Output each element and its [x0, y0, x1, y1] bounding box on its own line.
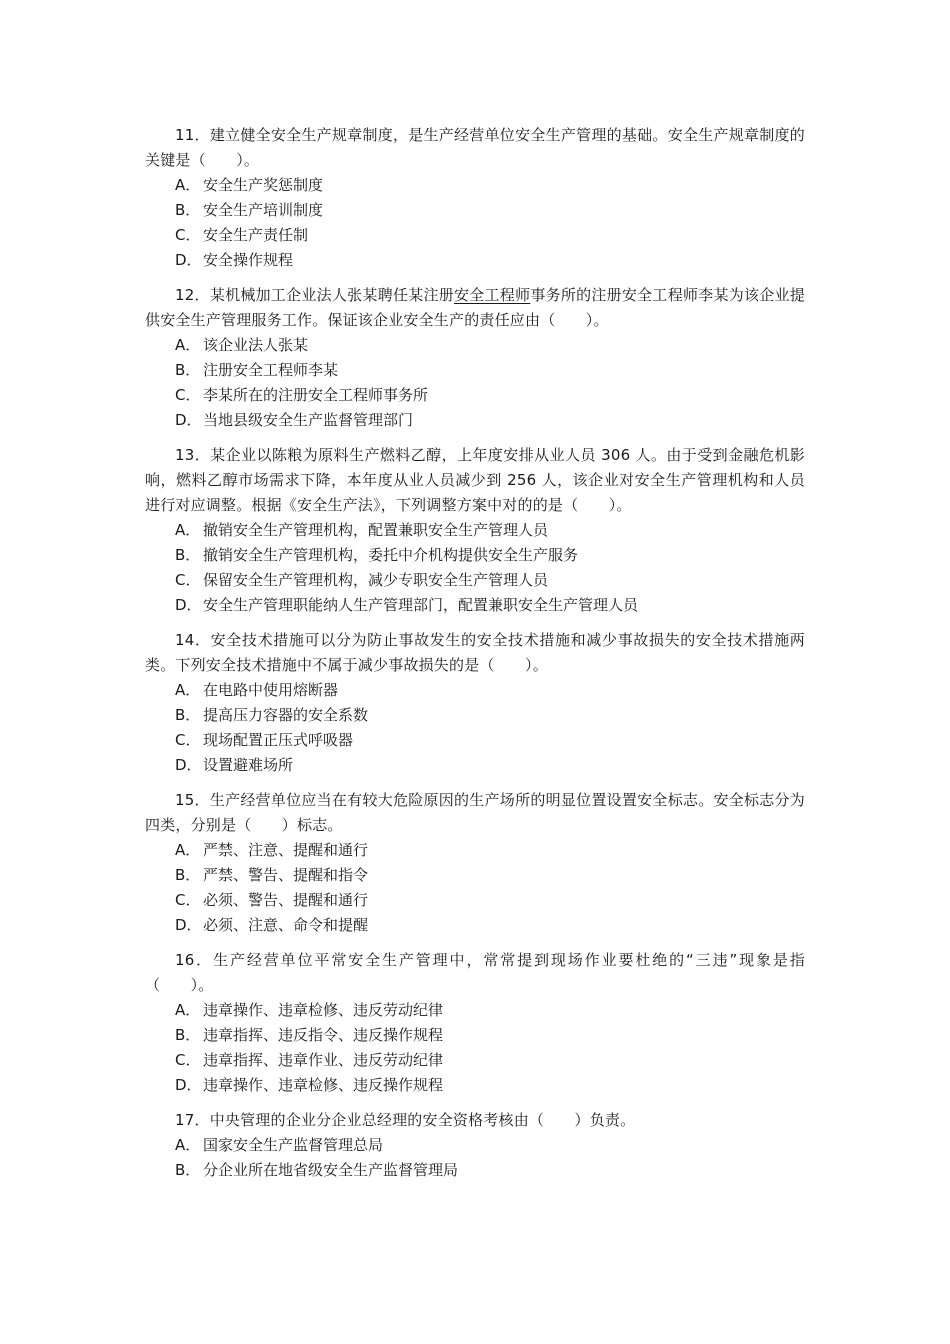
option-text: 违章操作、违章检修、违反劳动纪律 — [203, 1001, 444, 1019]
question-text: 生产经营单位应当在有较大危险原因的生产场所的明显位置设置安全标志。安全标志分为四类，分别是（ ）标志。 — [145, 791, 805, 834]
option-letter: B． — [175, 866, 201, 884]
option-letter: D． — [175, 411, 202, 429]
option-a — [145, 173, 805, 198]
option-c — [145, 728, 805, 753]
option-text: 安全操作规程 — [203, 251, 294, 269]
question-15 — [145, 788, 805, 938]
option-text: 严禁、警告、提醒和指令 — [203, 866, 369, 884]
option-d — [145, 248, 805, 273]
option-c — [145, 1048, 805, 1073]
option-a — [145, 518, 805, 543]
option-b — [145, 358, 805, 383]
option-letter: A． — [175, 521, 201, 539]
option-list — [145, 1133, 805, 1183]
question-text: 中央管理的企业分企业总经理的安全资格考核由（ ）负责。 — [209, 1111, 636, 1129]
question-text-before-link: 某机械加工企业法人张某聘任某注册 — [209, 286, 455, 304]
question-stem — [145, 788, 805, 838]
option-b — [145, 863, 805, 888]
option-d — [145, 593, 805, 618]
option-letter: C． — [175, 571, 201, 589]
option-letter: D． — [175, 756, 202, 774]
option-text: 国家安全生产监督管理总局 — [203, 1136, 384, 1154]
option-c — [145, 568, 805, 593]
option-b — [145, 543, 805, 568]
question-text: 建立健全安全生产规章制度，是生产经营单位安全生产管理的基础。安全生产规章制度的关键是（ ）。 — [145, 126, 805, 169]
question-number: 12． — [175, 286, 210, 304]
option-list — [145, 998, 805, 1098]
option-text: 现场配置正压式呼吸器 — [203, 731, 354, 749]
question-stem — [145, 1108, 805, 1133]
option-a — [145, 333, 805, 358]
question-number: 16． — [175, 951, 214, 969]
option-letter: A． — [175, 1001, 201, 1019]
option-text: 安全生产奖惩制度 — [203, 176, 324, 194]
question-text: 安全技术措施可以分为防止事故发生的安全技术措施和减少事故损失的安全技术措施两类。下列安全技术措施中不属于减少事故损失的是（ ）。 — [145, 631, 806, 674]
option-list — [145, 678, 805, 778]
option-b — [145, 703, 805, 728]
option-letter: D． — [175, 251, 202, 269]
option-letter: A． — [175, 1136, 201, 1154]
option-a — [145, 838, 805, 863]
question-number: 11． — [175, 126, 210, 144]
question-13 — [145, 443, 805, 618]
question-stem — [145, 443, 805, 518]
question-16 — [145, 948, 805, 1098]
option-b — [145, 1023, 805, 1048]
option-letter: A． — [175, 176, 201, 194]
option-letter: D． — [175, 596, 202, 614]
question-11 — [145, 123, 805, 273]
option-letter: A． — [175, 841, 201, 859]
question-17 — [145, 1108, 805, 1183]
option-list — [145, 518, 805, 618]
question-12 — [145, 283, 805, 433]
question-number: 14． — [175, 631, 211, 649]
option-letter: D． — [175, 1076, 202, 1094]
option-a — [145, 998, 805, 1023]
question-number: 13． — [175, 446, 211, 464]
option-list — [145, 838, 805, 938]
option-d — [145, 913, 805, 938]
option-text: 撤销安全生产管理机构，委托中介机构提供安全生产服务 — [203, 546, 579, 564]
question-text: 某企业以陈粮为原料生产燃料乙醇，上年度安排从业人员 306 人。由于受到金融危机影响，燃料乙醇市场需求下降，本年度从业人员减少到 256 人，该企业对安全生产管理机构和人员进行对应调整。根据《安全生产法》，下列调整方案中对的的是（ ）。 — [145, 446, 806, 514]
option-letter: B． — [175, 1026, 201, 1044]
option-b — [145, 1158, 805, 1183]
option-text: 保留安全生产管理机构，减少专职安全生产管理人员 — [203, 571, 549, 589]
option-a — [145, 678, 805, 703]
option-text: 违章操作、违章检修、违反操作规程 — [203, 1076, 444, 1094]
option-letter: C． — [175, 226, 201, 244]
option-text: 当地县级安全生产监督管理部门 — [203, 411, 414, 429]
option-letter: C． — [175, 386, 201, 404]
question-list — [145, 123, 805, 1193]
option-text: 提高压力容器的安全系数 — [203, 706, 369, 724]
question-stem — [145, 123, 805, 173]
option-letter: B． — [175, 361, 201, 379]
option-text: 必须、注意、命令和提醒 — [203, 916, 369, 934]
option-text: 必须、警告、提醒和通行 — [203, 891, 369, 909]
option-d — [145, 753, 805, 778]
option-text: 撤销安全生产管理机构，配置兼职安全生产管理人员 — [203, 521, 549, 539]
question-stem — [145, 628, 805, 678]
question-stem — [145, 948, 805, 998]
option-d — [145, 1073, 805, 1098]
option-letter: C． — [175, 1051, 201, 1069]
option-c — [145, 383, 805, 408]
option-text: 该企业法人张某 — [203, 336, 309, 354]
option-letter: A． — [175, 336, 201, 354]
option-text: 安全生产管理职能纳人生产管理部门，配置兼职安全生产管理人员 — [203, 596, 639, 614]
option-c — [145, 223, 805, 248]
question-text-after-link: 事务所的注册安全工程师李某为该企业提供安全生产管理服务工作。保证该企业安全生产的责任应由（ ）。 — [145, 286, 805, 329]
option-letter: B． — [175, 546, 201, 564]
option-text: 违章指挥、违章作业、违反劳动纪律 — [203, 1051, 444, 1069]
option-letter: A． — [175, 681, 201, 699]
option-letter: D． — [175, 916, 202, 934]
term-link[interactable]: 安全工程师 — [454, 286, 531, 304]
option-letter: C． — [175, 891, 201, 909]
option-letter: B． — [175, 706, 201, 724]
question-stem — [145, 283, 805, 333]
option-c — [145, 888, 805, 913]
option-text: 安全生产责任制 — [203, 226, 309, 244]
option-a — [145, 1133, 805, 1158]
option-text: 安全生产培训制度 — [203, 201, 324, 219]
option-letter: B． — [175, 1161, 201, 1179]
option-text: 李某所在的注册安全工程师事务所 — [203, 386, 429, 404]
option-text: 注册安全工程师李某 — [203, 361, 339, 379]
question-number: 15． — [175, 791, 210, 809]
option-list — [145, 173, 805, 273]
option-letter: B． — [175, 201, 201, 219]
option-text: 分企业所在地省级安全生产监督管理局 — [203, 1161, 459, 1179]
question-14 — [145, 628, 805, 778]
option-text: 严禁、注意、提醒和通行 — [203, 841, 369, 859]
option-list — [145, 333, 805, 433]
option-text: 在电路中使用熔断器 — [203, 681, 339, 699]
question-number: 17． — [175, 1111, 210, 1129]
option-letter: C． — [175, 731, 201, 749]
option-text: 设置避难场所 — [203, 756, 294, 774]
option-b — [145, 198, 805, 223]
option-text: 违章指挥、违反指令、违反操作规程 — [203, 1026, 444, 1044]
question-text: 生产经营单位平常安全生产管理中，常常提到现场作业要杜绝的“三违”现象是指（ ）。 — [145, 951, 806, 994]
option-d — [145, 408, 805, 433]
